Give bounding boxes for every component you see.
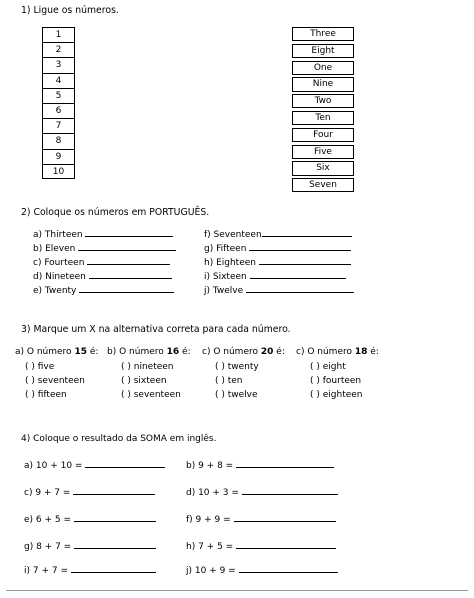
word-box: Six xyxy=(292,161,354,175)
word-box: One xyxy=(292,61,354,75)
question-number: 20 xyxy=(260,347,274,357)
number-box: 9 xyxy=(42,149,75,164)
translate-item xyxy=(204,227,352,241)
answer-line[interactable] xyxy=(249,241,351,251)
word-box: Nine xyxy=(292,77,354,91)
sum-item xyxy=(24,458,165,472)
item-label: f) Seventeen xyxy=(204,230,262,240)
option-checkbox[interactable]: ( ) fourteen xyxy=(310,376,362,386)
question-number: 15 xyxy=(74,347,87,357)
item-label: c) Fourteen xyxy=(33,258,85,268)
number-box: 1 xyxy=(42,27,75,42)
question-number: 18 xyxy=(354,347,368,357)
question-suffix: é: xyxy=(89,347,99,357)
item-label: i) 7 + 7 = xyxy=(24,566,68,576)
option-checkbox[interactable]: ( ) five xyxy=(25,362,55,372)
answer-line[interactable] xyxy=(71,563,156,573)
answer-line[interactable] xyxy=(74,539,156,549)
answer-line[interactable] xyxy=(79,283,174,293)
question-suffix: é: xyxy=(370,347,379,357)
number-box: 10 xyxy=(42,164,75,179)
item-label: c) 9 + 7 = xyxy=(24,488,71,498)
item-label: b) 9 + 8 = xyxy=(186,461,234,471)
question-header xyxy=(107,347,191,358)
word-box: Two xyxy=(292,94,354,108)
answer-line[interactable] xyxy=(85,227,173,237)
answer-line[interactable] xyxy=(236,458,334,468)
sum-item xyxy=(24,512,156,526)
word-box: Four xyxy=(292,128,354,142)
answer-line[interactable] xyxy=(89,269,172,279)
option-checkbox[interactable]: ( ) seventeen xyxy=(25,376,85,386)
translate-item xyxy=(204,255,351,269)
translate-item xyxy=(204,283,354,297)
option-checkbox[interactable]: ( ) twenty xyxy=(215,362,259,372)
answer-line[interactable] xyxy=(73,485,155,495)
answer-line[interactable] xyxy=(242,485,338,495)
section4-title: 4) Coloque o resultado da SOMA em inglês. xyxy=(21,434,217,444)
word-box: Five xyxy=(292,145,354,159)
question-number: 16 xyxy=(166,347,180,357)
word-box: Ten xyxy=(292,111,354,125)
sum-item xyxy=(186,563,338,577)
word-box: Eight xyxy=(292,44,354,58)
question-header xyxy=(202,347,285,358)
sum-item xyxy=(24,485,155,499)
item-label: g) 8 + 7 = xyxy=(24,542,72,552)
sum-item xyxy=(186,539,336,553)
item-label: h) Eighteen xyxy=(204,258,256,268)
option-checkbox[interactable]: ( ) eight xyxy=(310,362,346,372)
translate-item xyxy=(33,227,173,241)
word-box: Three xyxy=(292,27,354,41)
item-label: h) 7 + 5 = xyxy=(186,542,234,552)
item-label: i) Sixteen xyxy=(204,272,247,282)
item-label: b) Eleven xyxy=(33,244,76,254)
answer-line[interactable] xyxy=(250,269,346,279)
number-box: 2 xyxy=(42,42,75,57)
item-label: d) 10 + 3 = xyxy=(186,488,239,498)
translate-item xyxy=(204,269,346,283)
option-checkbox[interactable]: ( ) sixteen xyxy=(121,376,167,386)
answer-line[interactable] xyxy=(246,283,354,293)
word-box: Seven xyxy=(292,178,354,192)
question-header xyxy=(15,347,98,358)
item-label: g) Fifteen xyxy=(204,244,247,254)
number-box: 6 xyxy=(42,103,75,118)
item-label: a) 10 + 10 = xyxy=(24,461,83,471)
option-checkbox[interactable]: ( ) fifteen xyxy=(25,390,67,400)
answer-line[interactable] xyxy=(262,227,352,237)
item-label: j) Twelve xyxy=(204,286,244,296)
sum-item xyxy=(24,539,156,553)
item-label: e) Twenty xyxy=(33,286,77,296)
question-suffix: é: xyxy=(276,347,285,357)
translate-item xyxy=(33,241,176,255)
number-box: 5 xyxy=(42,88,75,103)
option-checkbox[interactable]: ( ) seventeen xyxy=(121,390,181,400)
option-checkbox[interactable]: ( ) ten xyxy=(215,376,243,386)
question-header xyxy=(296,347,379,358)
section1-title: 1) Ligue os números. xyxy=(21,5,119,16)
item-label: e) 6 + 5 = xyxy=(24,515,72,525)
section2-title: 2) Coloque os números em PORTUGUÊS. xyxy=(21,207,210,218)
question-prefix: a) O número xyxy=(15,347,72,357)
sum-item xyxy=(186,485,338,499)
item-label: f) 9 + 9 = xyxy=(186,515,231,525)
question-suffix: é: xyxy=(182,347,191,357)
item-label: d) Nineteen xyxy=(33,272,86,282)
item-label: a) Thirteen xyxy=(33,230,83,240)
number-box: 3 xyxy=(42,57,75,72)
words-column xyxy=(292,27,354,195)
translate-item xyxy=(33,283,174,297)
number-box: 4 xyxy=(42,73,75,88)
numbers-column xyxy=(42,27,75,179)
item-label: j) 10 + 9 = xyxy=(186,566,236,576)
answer-line[interactable] xyxy=(85,458,165,468)
number-box: 8 xyxy=(42,133,75,148)
answer-line[interactable] xyxy=(259,255,351,265)
sum-item xyxy=(186,512,336,526)
answer-line[interactable] xyxy=(87,255,170,265)
option-checkbox[interactable]: ( ) nineteen xyxy=(121,362,174,372)
answer-line[interactable] xyxy=(74,512,156,522)
answer-line[interactable] xyxy=(234,512,336,522)
section3-title: 3) Marque um X na alternativa correta para cada número. xyxy=(21,324,291,335)
translate-item xyxy=(204,241,351,255)
option-checkbox[interactable]: ( ) eighteen xyxy=(310,390,363,400)
number-box: 7 xyxy=(42,118,75,133)
question-prefix: c) O número xyxy=(296,347,352,357)
answer-line[interactable] xyxy=(239,563,338,573)
question-prefix: b) O número xyxy=(107,347,164,357)
bottom-divider xyxy=(6,590,468,591)
option-checkbox[interactable]: ( ) twelve xyxy=(215,390,258,400)
answer-line[interactable] xyxy=(78,241,176,251)
sum-item xyxy=(186,458,334,472)
question-prefix: c) O número xyxy=(202,347,258,357)
translate-item xyxy=(33,255,170,269)
sum-item xyxy=(24,563,156,577)
answer-line[interactable] xyxy=(236,539,336,549)
translate-item xyxy=(33,269,172,283)
